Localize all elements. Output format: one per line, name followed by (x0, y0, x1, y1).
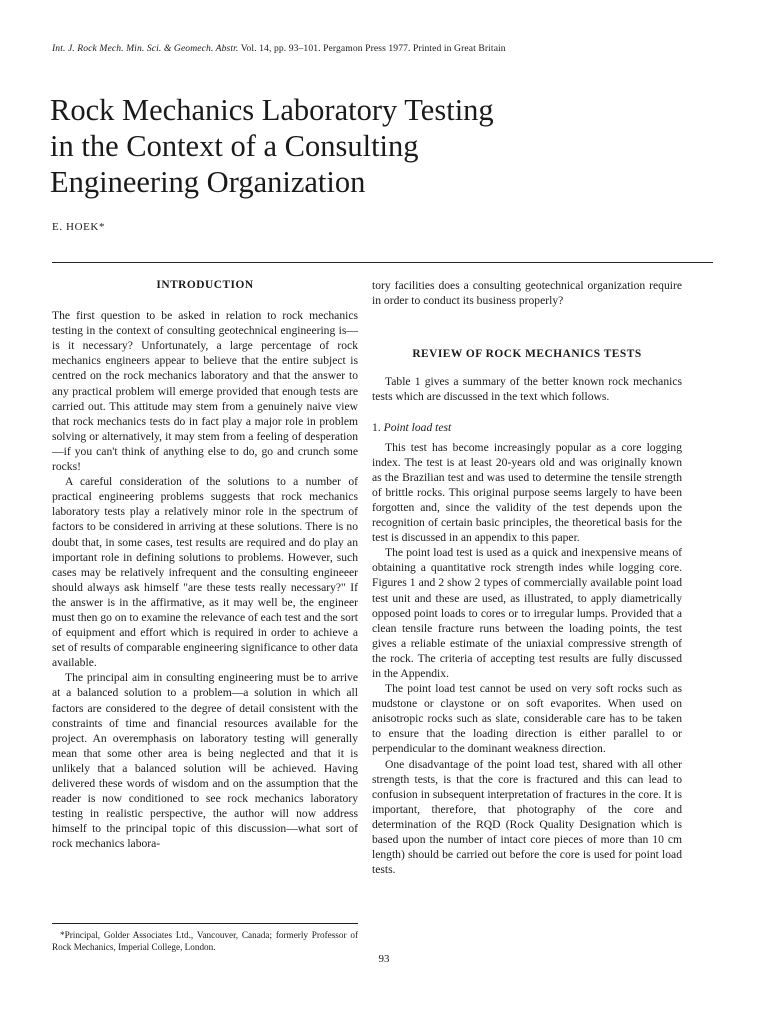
journal-citation (52, 43, 712, 54)
paragraph: A careful consideration of the solutions to a number of practical engineering problems suggests that rock mechanics laboratory tests play a relatively minor role in the spectrum of factors to be considered in arriving at these solutions. There is no doubt that, in some cases, test results are required and do play an important role in defining solutions to problems. However, such cases may be relatively infrequent and the consulting engineeer should always ask himself "are these tests really necessary?" If the answer is in the affirmative, as it may well be, the engineer must then go on to examine the relevance of each test and the sort of equipment and effort which is required in order to achieve a set of results of comparable engineering significance to other data available. (52, 475, 358, 670)
paragraph-continued: tory facilities does a consulting geotechnical organization require in order to conduct its business properly? (372, 279, 682, 308)
right-column (372, 278, 682, 877)
subsection-heading-point-load (372, 420, 682, 435)
paragraph: One disadvantage of the point load test, shared with all other strength tests, is that the core is fractured and this can lead to confusion in subsequent interpretation of fractures in the core. It is important, therefore, that photography of the core and determination of the RQD (Rock Quality Designation which is based upon the number of intact core pieces of more than 10 cm length) should be carried out before the core is used for point load tests. (372, 757, 682, 877)
title-line: Rock Mechanics Laboratory Testing (50, 93, 494, 127)
header-divider (52, 262, 713, 263)
title-line: in the Context of a Consulting (50, 129, 419, 163)
journal-name: Int. J. Rock Mech. Min. Sci. & Geomech. Abstr. (52, 43, 239, 54)
subsection-number: 1. (372, 421, 381, 435)
journal-details: Vol. 14, pp. 93–101. Pergamon Press 1977. Printed in Great Britain (238, 43, 506, 54)
paragraph: The point load test is used as a quick and inexpensive means of obtaining a quantitative rock strength indes while logging core. Figures 1 and 2 show 2 types of commercially available point load test unit and these are used, as illustrated, to apply diametrically opposed point loads to cores or to irregular lumps. Provided that a clean tensile fracture runs between the loading points, the test gives a reliable estimate of the uniaxial compressive strength of the rock. The criteria of accepting test results are fully discussed in the Appendix. (372, 546, 682, 680)
footnote-divider (52, 923, 358, 924)
left-column (52, 278, 358, 851)
paragraph: The first question to be asked in relation to rock mechanics testing in the context of consulting geotechnical engineering is—is it necessary? Unfortunately, a large percentage of rock mechanics engineers appear to believe that the entire subject is centred on the rock mechanics laboratory and that the answer to any practical problem will emerge provided that enough tests are carried out. This attitude may stem from a genuinely naive view that rock mechanics tests do in fact play a major role in problem solving or alternatively, it may stem from a feeling of desperation—if you can't think of anything else to do, go and crunch some rocks! (52, 309, 358, 474)
subsection-title: Point load test (383, 421, 452, 435)
title-line: Engineering Organization (50, 165, 366, 199)
paragraph: Table 1 gives a summary of the better known rock mechanics tests which are discussed in the text which follows. (372, 375, 682, 404)
paragraph: The point load test cannot be used on very soft rocks such as mudstone or claystone or on soft evaporites. When used on anisotropic rocks such as slate, considerable care has to be taken to ensure that the loading direction is either parallel to or perpendicular to the dominant weakness direction. (372, 682, 682, 756)
section-heading-review: REVIEW OF ROCK MECHANICS TESTS (412, 348, 642, 361)
paragraph: This test has become increasingly popular as a core logging index. The test is at least 20-years old and was originally known as the Brazilian test and was used to determine the tensile strength of brittle rocks. This original purpose seems largely to have been forgotten and, since the validity of the test depends upon the recognition of certain basic principles, the theoretical basis for the test is discussed in an appendix to this paper. (372, 440, 682, 545)
paragraph: The principal aim in consulting engineering must be to arrive at a balanced solution to a problem—a solution in which all factors are considered to the degree of detail consistent with the constraints of time and financial resources available for the project. An overemphasis on laboratory testing will generally mean that some other area is being neglected and that it is unlikely that a balanced solution will be achieved. Having delivered these words of wisdom and on the assumption that the reader is now conditioned to see rock mechanics laboratory testing in realistic perspective, the author will now address himself to the principal topic of this discussion—what sort of rock mechanics labora- (52, 671, 358, 851)
page-number: 93 (378, 953, 390, 965)
article-title (50, 92, 710, 200)
section-heading-introduction: INTRODUCTION (156, 279, 254, 291)
footnote: *Principal, Golder Associates Ltd., Vancouver, Canada; formerly Professor of Rock Mechanics, Imperial College, London. (52, 930, 358, 952)
author-name: E. HOEK* (52, 221, 106, 233)
